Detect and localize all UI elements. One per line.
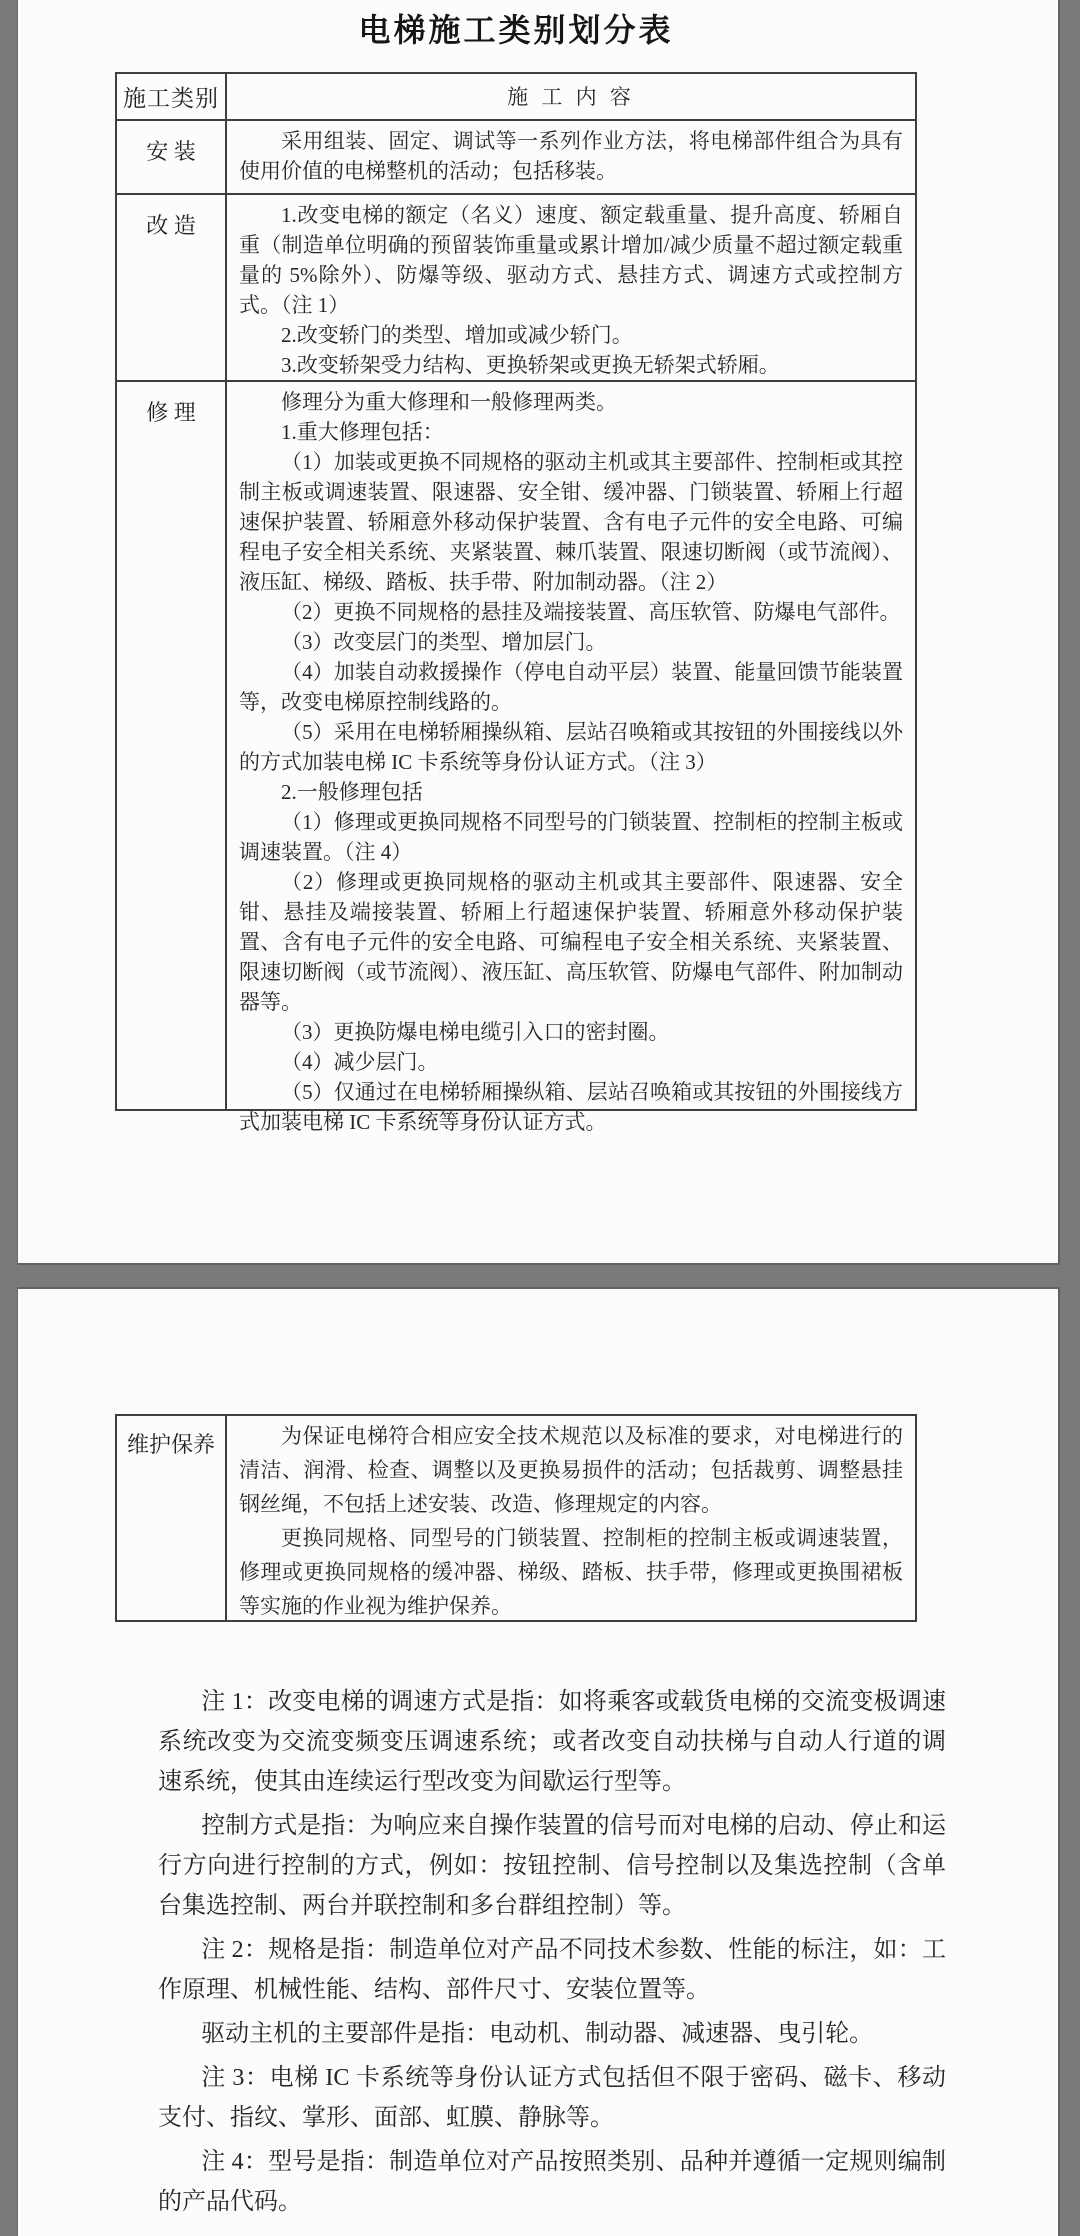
paragraph: （1）修理或更换同规格不同型号的门锁装置、控制柜的控制主板或调速装置。（注 4） xyxy=(239,810,903,864)
maintenance-table xyxy=(115,1414,917,1622)
content-cell-rebuild xyxy=(227,195,915,380)
content-cell-maintenance xyxy=(227,1416,915,1620)
paragraph: （3）更换防爆电梯电缆引入口的密封圈。 xyxy=(281,1020,670,1044)
category-cell-repair: 修 理 xyxy=(117,382,227,1109)
table-header-row xyxy=(117,74,915,119)
header-cell-category: 施工类别 xyxy=(117,74,227,119)
document-page-2 xyxy=(18,1287,1058,2236)
paragraph: 采用组装、固定、调试等一系列作业方法，将电梯部件组合为具有使用价值的电梯整机的活动；包括移装。 xyxy=(239,129,903,183)
paragraph: （2）更换不同规格的悬挂及端接装置、高压软管、防爆电气部件。 xyxy=(281,600,901,624)
table-row-rebuild xyxy=(117,193,915,380)
content-cell-repair xyxy=(227,382,915,1134)
paragraph: （4）加装自动救援操作（停电自动平层）装置、能量回馈节能装置等，改变电梯原控制线路的。 xyxy=(239,660,903,714)
paragraph: 修理分为重大修理和一般修理两类。 xyxy=(281,390,617,414)
document-page-1 xyxy=(18,0,1058,1265)
paragraph: （5）采用在电梯轿厢操纵箱、层站召唤箱或其按钮的外围接线以外的方式加装电梯 IC 卡系统等身份认证方式。（注 3） xyxy=(239,720,903,774)
paragraph: （1）加装或更换不同规格的驱动主机或其主要部件、控制柜或其控制主板或调速装置、限速器、安全钳、缓冲器、门锁装置、轿厢上行超速保护装置、轿厢意外移动保护装置、含有电子元件的安全电路、可编程电子安全相关系统、夹紧装置、棘爪装置、限速切断阀（或节流阀）、液压缸、梯级、踏板、扶手带、附加制动器。（注 2） xyxy=(239,450,903,594)
content-cell-install xyxy=(227,121,915,193)
paragraph: 控制方式是指：为响应来自操作装置的信号而对电梯的启动、停止和运行方向进行控制的方式，例如：按钮控制、信号控制以及集选控制（含单台集选控制、两台并联控制和多台群组控制）等。 xyxy=(158,1813,946,1919)
paragraph: （2）修理或更换同规格的驱动主机或其主要部件、限速器、安全钳、悬挂及端接装置、轿厢上行超速保护装置、轿厢意外移动保护装置、含有电子元件的安全电路、可编程电子安全相关系统、夹紧装置、限速切断阀（或节流阀）、液压缸、高压软管、防爆电气部件、附加制动器等。 xyxy=(239,870,903,1014)
paragraph: （5）仅通过在电梯轿厢操纵箱、层站召唤箱或其按钮的外围接线方式加装电梯 IC 卡系统等身份认证方式。 xyxy=(239,1080,903,1134)
classification-table xyxy=(115,72,917,1134)
paragraph: 1.重大修理包括： xyxy=(281,420,444,444)
category-cell-maintenance: 维护保养 xyxy=(117,1416,227,1620)
paragraph: 2.一般修理包括 xyxy=(281,780,423,804)
category-cell-rebuild: 改 造 xyxy=(117,195,227,380)
paragraph: 1.改变电梯的额定（名义）速度、额定载重量、提升高度、轿厢自重（制造单位明确的预留装饰重量或累计增加/减少质量不超过额定载重量的 5%除外）、防爆等级、驱动方式、悬挂方式、调速方式或控制方式。（注 1） xyxy=(239,203,903,317)
paragraph: （3）改变层门的类型、增加层门。 xyxy=(281,630,607,654)
paragraph: （4）减少层门。 xyxy=(281,1050,439,1074)
page-title: 电梯施工类别划分表 xyxy=(358,12,674,48)
header-cell-content: 施 工 内 容 xyxy=(507,84,635,109)
paragraph: 驱动主机的主要部件是指：电动机、制动器、减速器、曳引轮。 xyxy=(201,2021,874,2047)
paragraph: 注 4：型号是指：制造单位对产品按照类别、品种并遵循一定规则编制的产品代码。 xyxy=(158,2149,946,2215)
table-row-repair xyxy=(117,380,915,1134)
page-divider xyxy=(0,1263,1080,1287)
notes-section xyxy=(158,1682,946,2226)
paragraph: 3.改变轿架受力结构、更换轿架或更换无轿架式轿厢。 xyxy=(281,353,780,377)
paragraph: 更换同规格、同型号的门锁装置、控制柜的控制主板或调速装置，修理或更换同规格的缓冲器、梯级、踏板、扶手带，修理或更换围裙板等实施的作业视为维护保养。 xyxy=(239,1526,903,1618)
table-row-install xyxy=(117,119,915,193)
paragraph: 注 1：改变电梯的调速方式是指：如将乘客或载货电梯的交流变极调速系统改变为交流变频变压调速系统；或者改变自动扶梯与自动人行道的调速系统，使其由连续运行型改变为间歇运行型等。 xyxy=(158,1689,946,1795)
paragraph: 为保证电梯符合相应安全技术规范以及标准的要求，对电梯进行的清洁、润滑、检查、调整以及更换易损件的活动；包括裁剪、调整悬挂钢丝绳，不包括上述安装、改造、修理规定的内容。 xyxy=(239,1424,903,1516)
paragraph: 注 2：规格是指：制造单位对产品不同技术参数、性能的标注，如：工作原理、机械性能、结构、部件尺寸、安装位置等。 xyxy=(158,1937,946,2003)
paragraph: 2.改变轿门的类型、增加或减少轿门。 xyxy=(281,323,633,347)
category-cell-install: 安 装 xyxy=(117,121,227,193)
paragraph: 注 3：电梯 IC 卡系统等身份认证方式包括但不限于密码、磁卡、移动支付、指纹、掌形、面部、虹膜、静脉等。 xyxy=(158,2065,946,2131)
